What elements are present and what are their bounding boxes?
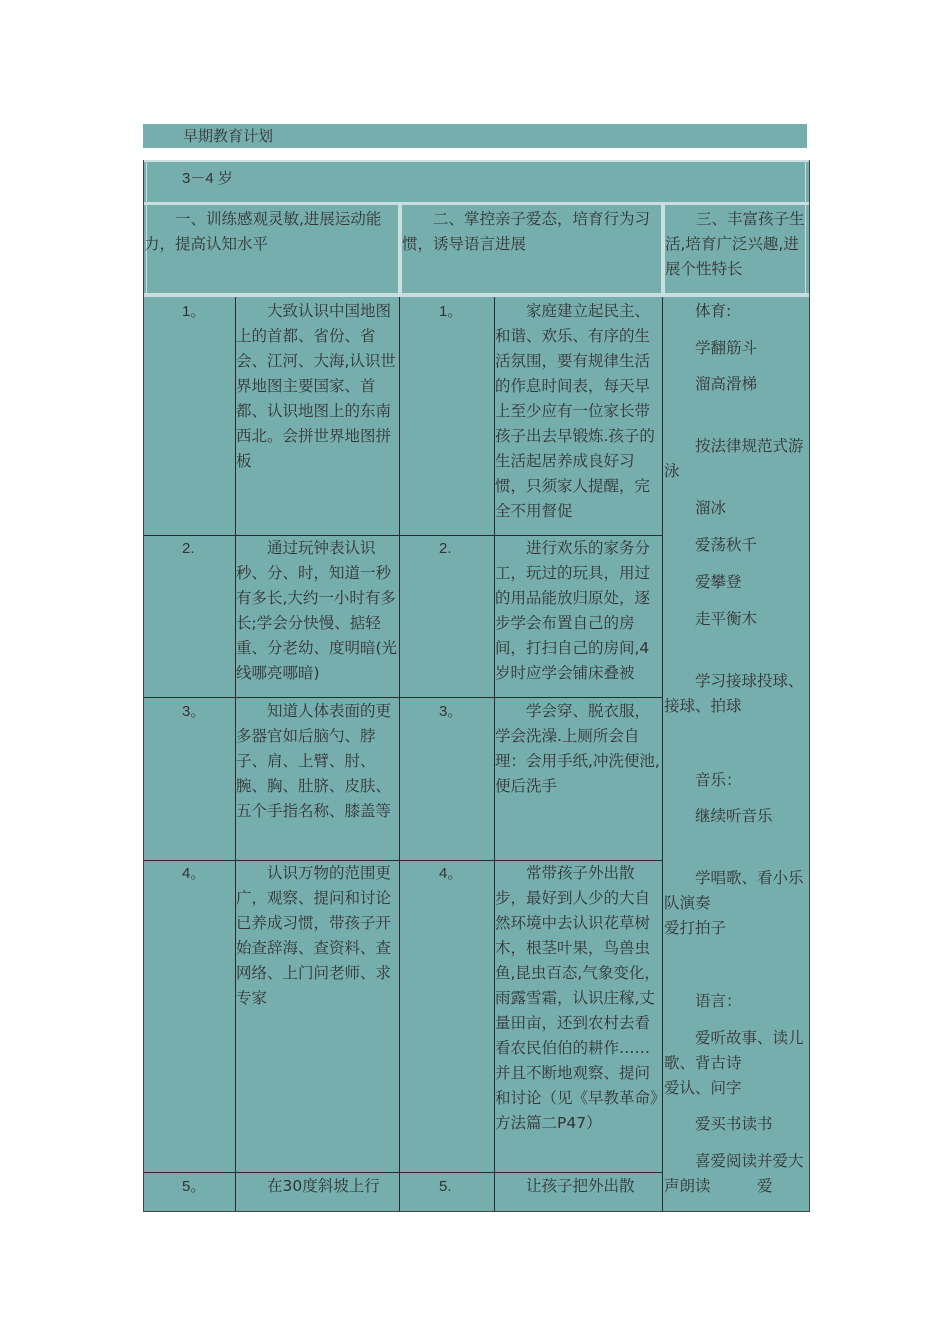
row2-number-2: 2. [439,540,452,557]
row3-text-1: 知道人体表面的更多器官如后脑勺、脖子、肩、上臂、肘、腕、胸、肚脐、皮肤、五个手指名称、膝盖等 [236,702,392,820]
row3-number-1: 3。 [182,703,206,720]
row2-text-2: 进行欢乐的家务分工，玩过的玩具，用过的用品能放归原处，逐步学会布置自己的房间，打扫自己的房间,4岁时应学会铺床叠被 [495,539,651,682]
header-col3: 三、丰富孩子生活,培育广泛兴趣,进展个性特长 [665,210,805,278]
row2-number-1: 2. [182,540,195,557]
col3-language-heading: 语言： [664,992,742,1010]
col3-item: 溜冰 [664,499,727,517]
header-col1: 一、训练感观灵敏,进展运动能力，提高认知水平 [144,210,382,253]
age-row-divider [144,202,809,205]
row-divider-2 [144,697,663,698]
row4-text-2: 常带孩子外出散步，最好到人少的大自然环境中去认识花草树木，根茎叶果，鸟兽虫鱼,昆虫百态,气象变化，雨露雪霜，认识庄稼,丈量田亩，还到农村去看看农民伯伯的耕作……并且不断地观察、提问和讨论（见《早教革命》方法篇二P47） [495,864,660,1132]
row3-number-2: 3。 [439,703,463,720]
row2-text-1: 通过玩钟表认识秒、分、时，知道一秒有多长,大约一小时有多长;学会分快慢、掂轻重、分老幼、度明暗(光线哪亮哪暗) [236,539,398,682]
row1-number-1: 1。 [182,303,206,320]
header-col2: 二、掌控亲子爱态，培育行为习惯，诱导语言进展 [402,210,651,253]
col3-item: 爱荡秋千 [664,536,758,554]
table-top-border [144,160,809,162]
row4-text-1: 认识万物的范围更广，观察、提问和讨论已养成习惯，带孩子开始查辞海、查资料、查网络、上门问老师、求专家 [236,864,392,1007]
row1-text-1: 大致认识中国地图上的首都、省份、省会、江河、大海,认识世界地图主要国家、首都、认识地图上的东南西北。会拼世界地图拼板 [236,302,396,470]
col3-item: 走平衡木 [664,610,758,628]
col3-item: 爱攀登 [664,573,742,591]
plan-table [143,160,810,1212]
page-title: 早期教育计划 [183,127,274,145]
age-text: 3－4 岁 [182,170,233,187]
col3-item: 学习接球投球、接球、拍球 [664,672,804,715]
row5-text-1: 在30度斜坡上行 [236,1177,380,1195]
col3-item: 溜高滑梯 [664,375,758,393]
row4-number-1: 4。 [182,865,206,882]
title-bar [143,124,807,148]
col3-item: 继续听音乐 [664,807,773,825]
row5-number-2: 5. [439,1178,452,1195]
row3-text-2: 学会穿、脱衣服，学会洗澡.上厕所会自理：会用手纸,冲洗便池,便后洗手 [495,702,660,795]
col3-item: 喜爱阅读并爱大声朗读 爱 [664,1152,804,1195]
row-divider-4 [144,1172,663,1173]
row5-number-1: 5。 [182,1178,206,1195]
divider-v2 [399,297,400,1211]
col3-music-heading: 音乐： [664,771,742,789]
col3-item: 学唱歌、看小乐队演奏 爱打拍子 [664,869,804,937]
col3-item: 爱听故事、读儿歌、背古诗 爱认、问字 [664,1029,804,1097]
header-row-divider [144,293,809,297]
row5-text-2: 让孩子把外出散 [495,1177,635,1195]
col3-pe-heading: 体育: [664,302,732,320]
row4-number-2: 4。 [439,865,463,882]
row1-text-2: 家庭建立起民主、和谐、欢乐、有序的生活氛围，要有规律生活的作息时间表，每天早上至少应有一位家长带孩子出去早锻炼.孩子的生活起居养成良好习惯，只须家人提醒，完全不用督促 [495,302,655,520]
col3-item: 学翻筋斗 [664,339,758,357]
row1-number-2: 1。 [439,303,463,320]
col3-item: 爱买书读书 [664,1115,773,1133]
age-label [182,166,482,191]
col3-item: 按法律规范式游泳 [664,437,804,480]
